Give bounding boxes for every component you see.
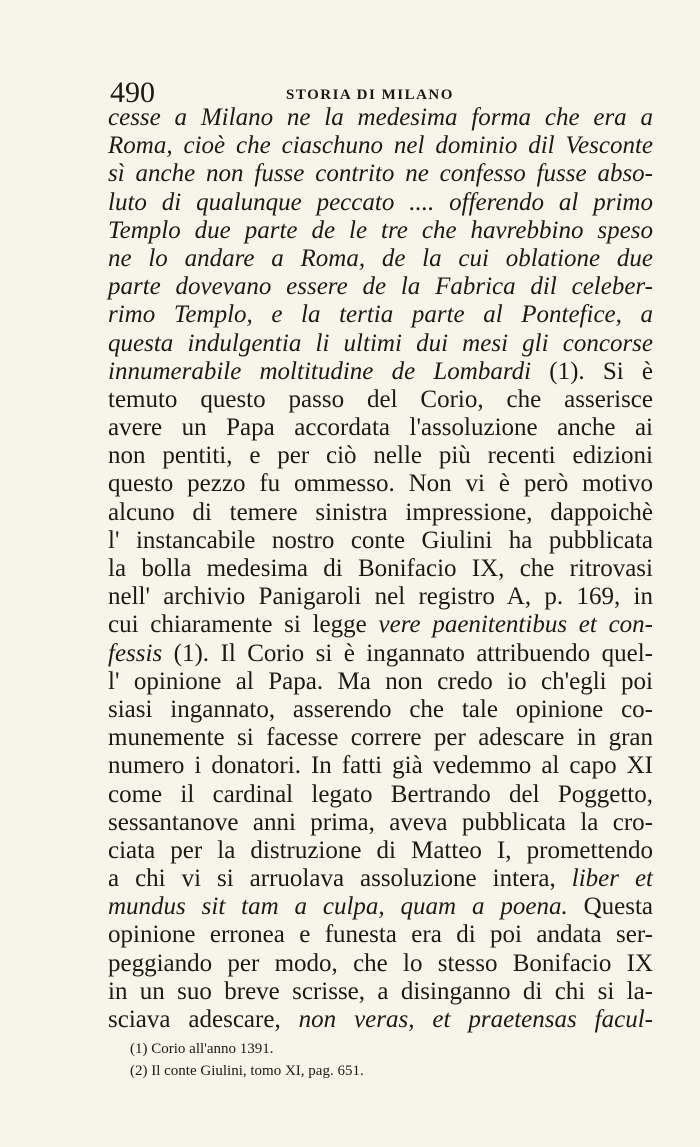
roman-segment: (1). Il Corio si è ingannato attribuendo quel- — [162, 639, 653, 667]
roman-segment: non pentiti, e per ciò nelle più recenti edizioni — [108, 442, 653, 470]
italic-segment: innumerabile moltitudine de Lombardi — [108, 357, 532, 385]
italic-segment: mundus sit tam a culpa, quam a poena. — [108, 893, 568, 921]
footnotes — [130, 1038, 650, 1082]
italic-segment: luto di qualunque peccato .... offerendo al primo — [108, 188, 653, 216]
text-line — [108, 583, 653, 611]
italic-segment: Templo due parte de le tre che havrebbino speso — [108, 216, 653, 244]
text-line — [108, 724, 653, 752]
roman-segment: opinione erronea e funesta era di poi andata ser- — [108, 921, 653, 949]
roman-segment: numero i donatori. In fatti già vedemmo al capo XI — [108, 752, 653, 780]
text-line — [108, 104, 653, 132]
roman-segment: (1). Si è — [531, 357, 653, 385]
text-line — [108, 273, 653, 301]
text-line — [108, 499, 653, 527]
text-line — [108, 160, 653, 188]
roman-segment: avere un Papa accordata l'assoluzione anche ai — [108, 414, 653, 442]
text-line — [108, 470, 653, 498]
running-title: STORIA DI MILANO — [286, 87, 454, 103]
roman-segment: la bolla medesima di Bonifacio IX, che ritrovasi — [108, 555, 653, 582]
italic-segment: parte dovevano essere de la Fabrica dil celeber- — [108, 273, 653, 301]
roman-segment: temuto questo passo del Corio, che asserisce — [108, 385, 653, 413]
roman-segment: ciata per la distruzione di Matteo I, promettendo — [108, 836, 653, 864]
text-line — [108, 132, 653, 160]
text-line — [108, 527, 653, 555]
roman-segment: in un suo breve scrisse, a disinganno di chi si la- — [108, 977, 653, 1005]
text-line — [108, 1006, 653, 1034]
text-line — [108, 245, 653, 273]
footnote: (1) Corio all'anno 1391. — [130, 1041, 274, 1057]
italic-segment: fessis — [108, 639, 163, 667]
italic-segment: liber et — [571, 865, 653, 893]
roman-segment: questo pezzo fu ommesso. Non vi è però motivo — [108, 470, 653, 498]
page-number: 490 — [110, 76, 155, 109]
italic-segment: non veras, et praetensas facul- — [298, 1006, 653, 1033]
text-line — [108, 217, 653, 245]
text-line — [108, 978, 653, 1006]
italic-segment: cesse a Milano ne la medesima forma che era a — [108, 104, 653, 131]
text-line — [108, 611, 653, 639]
text-line — [108, 555, 653, 583]
roman-segment: nell' archivio Panigaroli nel registro A, p. 169, in — [108, 583, 653, 611]
roman-segment: l' opinione al Papa. Ma non credo io ch'egli poi — [108, 667, 653, 695]
roman-segment: sessantanove anni prima, aveva pubblicata la cro- — [108, 808, 653, 836]
text-line — [108, 386, 653, 414]
italic-segment: sì anche non fusse contrito ne confesso fusse abso- — [108, 160, 653, 188]
text-line — [108, 837, 653, 865]
text-line — [108, 696, 653, 724]
text-line — [108, 414, 653, 442]
text-line — [108, 781, 653, 809]
roman-segment: cui chiaramente si legge — [108, 611, 379, 639]
text-line — [108, 189, 653, 217]
text-line — [108, 358, 653, 386]
roman-segment: peggiando per modo, che lo stesso Bonifacio IX — [108, 949, 653, 977]
roman-segment: l' instancabile nostro conte Giulini ha pubblicata — [108, 526, 653, 554]
body-text — [108, 104, 653, 1034]
roman-segment: siasi ingannato, asserendo che tale opinione co- — [108, 695, 653, 723]
roman-segment: come il cardinal legato Bertrando del Poggetto, — [108, 780, 653, 808]
roman-segment: sciava adescare, — [108, 1006, 299, 1033]
italic-segment: Roma, cioè che ciaschuno nel dominio dil Vesconte — [108, 132, 653, 160]
text-line — [108, 921, 653, 949]
italic-segment: rimo Templo, e la tertia parte al Pontefice, a — [108, 301, 653, 329]
roman-segment: munemente si facesse correre per adescare in gran — [108, 724, 653, 752]
roman-segment: a chi vi si arruolava assoluzione intera, — [108, 865, 572, 893]
roman-segment: Questa — [567, 893, 653, 921]
footnote: (2) Il conte Giulini, tomo XI, pag. 651. — [130, 1063, 364, 1079]
text-line — [108, 809, 653, 837]
text-line — [108, 301, 653, 329]
italic-segment: questa indulgentia li ultimi dui mesi gli concorse — [108, 329, 653, 357]
italic-segment: vere paenitentibus et con- — [378, 611, 654, 639]
text-line — [108, 752, 653, 780]
text-line — [108, 330, 653, 358]
text-line — [108, 865, 653, 893]
text-line — [108, 950, 653, 978]
text-line — [108, 668, 653, 696]
italic-segment: ne lo andare a Roma, de la cui oblatione due — [108, 244, 653, 272]
roman-segment: alcuno di temere sinistra impressione, dappoichè — [108, 498, 653, 526]
text-line — [108, 893, 653, 921]
text-line — [108, 640, 653, 668]
text-line — [108, 442, 653, 470]
